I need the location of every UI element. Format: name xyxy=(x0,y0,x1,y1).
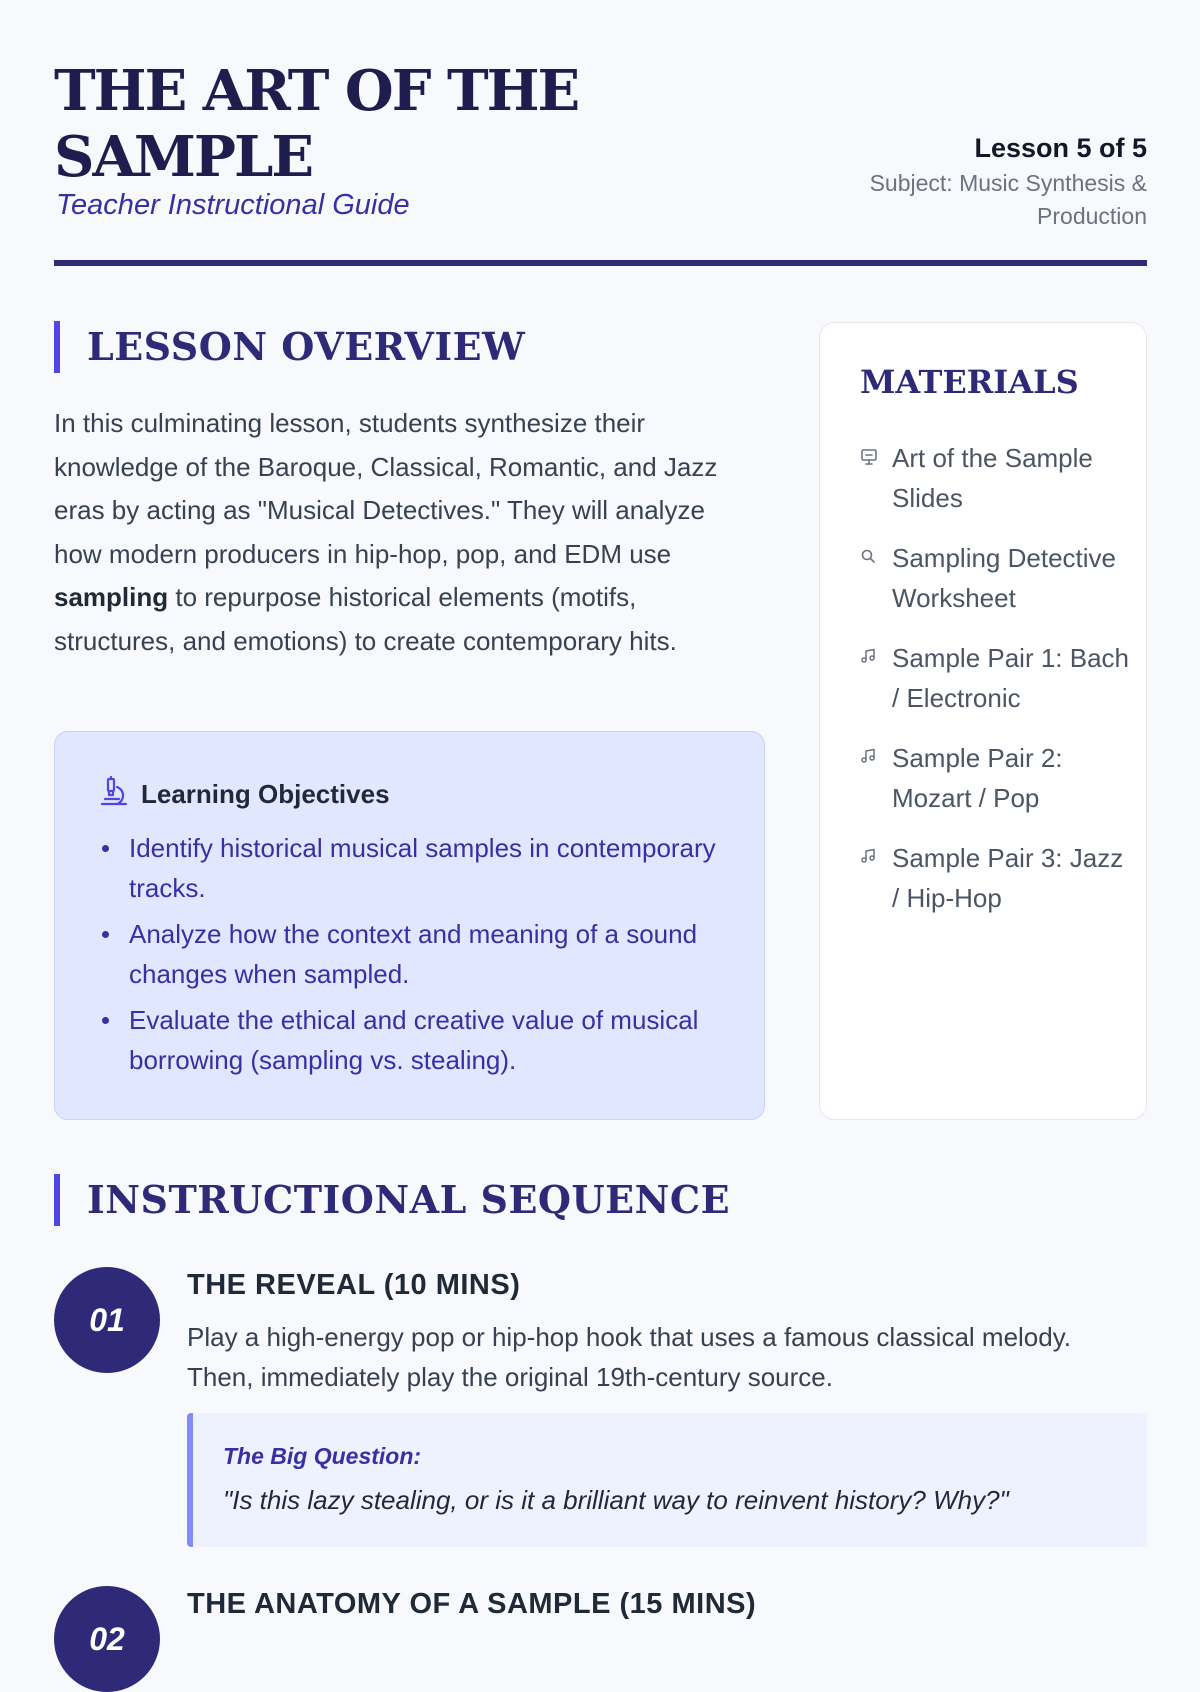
document-subtitle: Teacher Instructional Guide xyxy=(56,189,410,221)
material-label: Sample Pair 2: Mozart / Pop xyxy=(892,743,1063,813)
material-item xyxy=(860,438,1130,518)
material-label: Sampling Detective Worksheet xyxy=(892,543,1116,613)
overview-text-end: to repurpose historical elements (motifs, structures, and emotions) to create contemporary hits. xyxy=(54,582,677,656)
lesson-guide-page xyxy=(54,0,1147,1657)
material-label: Sample Pair 3: Jazz / Hip-Hop xyxy=(892,843,1124,913)
materials-list xyxy=(860,438,1130,938)
objectives-header xyxy=(99,774,390,814)
material-item xyxy=(860,638,1130,718)
step-number-badge: 01 xyxy=(54,1267,160,1373)
header-divider xyxy=(54,260,1147,266)
material-item xyxy=(860,538,1130,618)
materials-card xyxy=(819,322,1147,1120)
objective-item: Evaluate the ethical and creative value of musical borrowing (sampling vs. stealing). xyxy=(99,1000,739,1080)
big-question-callout xyxy=(187,1413,1147,1547)
sequence-step xyxy=(54,1267,1147,1557)
material-label: Art of the Sample Slides xyxy=(892,443,1093,513)
material-item xyxy=(860,738,1130,818)
step-title: THE ANATOMY OF A SAMPLE (15 MINS) xyxy=(187,1588,757,1620)
presentation-icon xyxy=(860,438,880,466)
objectives-heading: Learning Objectives xyxy=(141,778,390,809)
document-title: THE ART OF THE SAMPLE xyxy=(54,58,579,190)
step-title: THE REVEAL (10 MINS) xyxy=(187,1269,521,1301)
material-item xyxy=(860,838,1130,918)
microscope-icon xyxy=(99,775,129,814)
big-question-text: "Is this lazy stealing, or is it a brilliant way to reinvent history? Why?" xyxy=(223,1485,1009,1515)
overview-paragraph xyxy=(54,402,754,663)
music-note-icon xyxy=(860,738,880,764)
music-note-icon xyxy=(860,838,880,864)
big-question-label: The Big Question: xyxy=(223,1443,422,1469)
material-label: Sample Pair 1: Bach / Electronic xyxy=(892,643,1130,713)
step-description: Play a high-energy pop or hip-hop hook that uses a famous classical melody. Then, immediately play the original 19th-century source. xyxy=(187,1322,1072,1392)
lesson-number: Lesson 5 of 5 xyxy=(974,133,1147,163)
lesson-meta xyxy=(807,131,1147,233)
sequence-step xyxy=(54,1586,1147,1692)
document-header xyxy=(54,58,1147,268)
overview-text-start: In this culminating lesson, students synthesize their knowledge of the Baroque, Classical, Romantic, and Jazz eras by acting as "Musical Detectives." They will analyze how modern producers in hip-hop, pop, and EDM use xyxy=(54,408,718,569)
lesson-overview-heading: LESSON OVERVIEW xyxy=(54,321,525,373)
instructional-sequence-heading: INSTRUCTIONAL SEQUENCE xyxy=(54,1174,730,1226)
objectives-list xyxy=(99,828,739,1086)
step-number-badge: 02 xyxy=(54,1586,160,1692)
learning-objectives-box xyxy=(54,731,765,1120)
materials-heading: MATERIALS xyxy=(860,363,1079,401)
magnifier-icon xyxy=(860,538,880,564)
music-note-icon xyxy=(860,638,880,664)
objective-item: Analyze how the context and meaning of a sound changes when sampled. xyxy=(99,914,739,994)
overview-keyword: sampling xyxy=(54,582,169,612)
lesson-subject: Subject: Music Synthesis & Production xyxy=(869,170,1147,229)
objective-item: Identify historical musical samples in contemporary tracks. xyxy=(99,828,739,908)
